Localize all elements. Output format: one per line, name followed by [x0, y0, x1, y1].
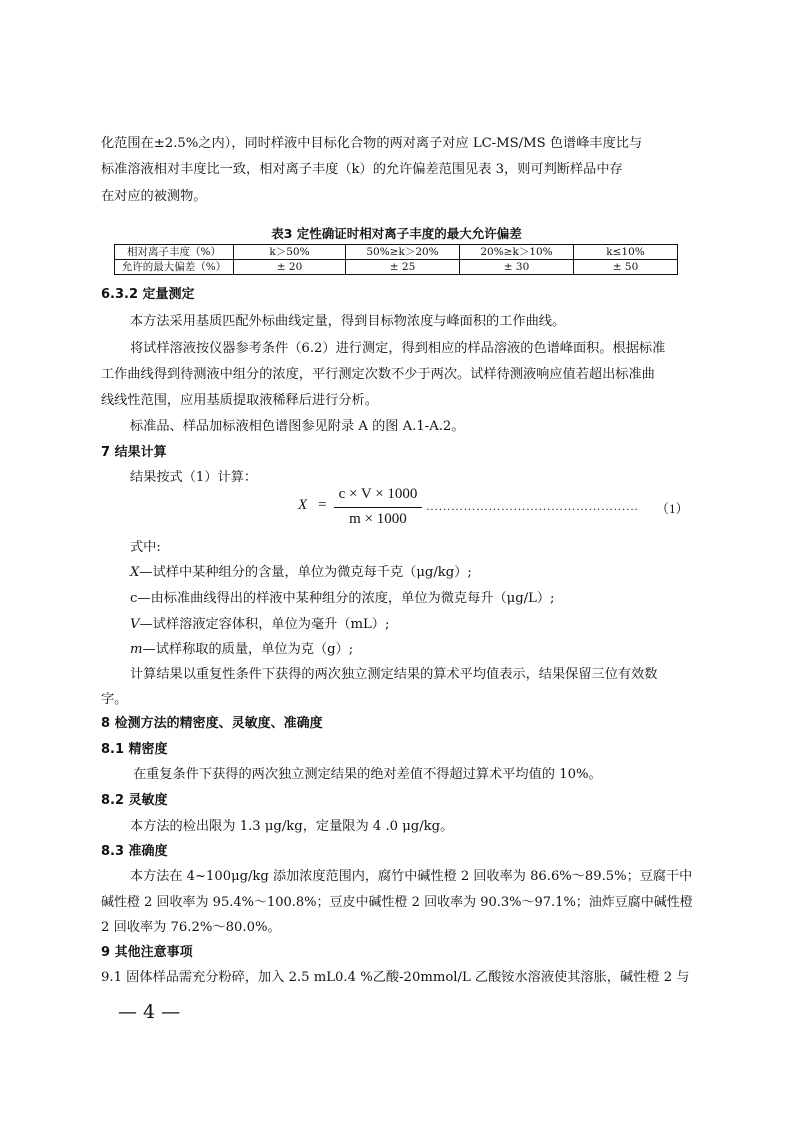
- variable-symbol: X: [130, 565, 140, 580]
- formula-numerator: c × V × 1000: [338, 486, 418, 502]
- variable-text: —试样称取的质量，单位为克（g）;: [142, 642, 354, 657]
- intro-line-3: 在对应的被测物。: [101, 189, 207, 204]
- variable-symbol: m: [130, 642, 143, 657]
- formula-1: [298, 483, 688, 529]
- table-cell: k≤10%: [574, 245, 678, 260]
- variable-text: —由标准曲线得出的样液中某种组分的浓度，单位为微克每升（μg/L）;: [137, 591, 555, 606]
- paragraph: 线线性范围，应用基质提取液稀释后进行分析。: [101, 393, 378, 408]
- paragraph: 工作曲线得到待测液中组分的浓度，平行测定次数不少于两次。试样待测液响应值若超出标准曲: [101, 367, 655, 382]
- variable-symbol: V: [130, 617, 140, 632]
- formula-denominator: m × 1000: [349, 511, 407, 527]
- paragraph: 结果按式（1）计算：: [130, 470, 258, 485]
- formula-equals: =: [318, 497, 327, 513]
- table-cell: 相对离子丰度（%）: [115, 245, 234, 260]
- table-cell: 允许的最大偏差（%）: [115, 260, 234, 275]
- section-heading-8-1: 8.1 精密度: [101, 742, 168, 757]
- paragraph: 2 回收率为 76.2%～80.0%。: [101, 920, 281, 935]
- section-heading-8-2: 8.2 灵敏度: [101, 793, 168, 808]
- paragraph: 在重复条件下获得的两次独立测定结果的绝对差值不得超过算术平均值的 10%。: [133, 767, 602, 782]
- variable-symbol: c: [130, 591, 138, 606]
- table-cell: ± 25: [346, 260, 460, 275]
- section-heading-8: 8 检测方法的精密度、灵敏度、准确度: [101, 716, 323, 731]
- where-label: 式中:: [130, 540, 161, 555]
- formula-leader-dots: ……………………………………………: [426, 499, 639, 513]
- variable-v: [130, 615, 389, 635]
- paragraph: 本方法的检出限为 1.3 μg/kg，定量限为 4 .0 μg/kg。: [130, 819, 454, 834]
- table-row: [115, 260, 678, 275]
- table-cell: 50%≥k＞20%: [346, 245, 460, 260]
- table-row: [115, 245, 678, 260]
- formula-lhs: X: [298, 497, 308, 513]
- page-number: — 4 —: [118, 1001, 181, 1023]
- table-cell: ± 30: [460, 260, 574, 275]
- paragraph: 标准品、样品加标液相色谱图参见附录 A 的图 A.1-A.2。: [130, 419, 465, 434]
- variable-text: —试样中某种组分的含量，单位为微克每千克（μg/kg）;: [139, 565, 472, 580]
- fraction-bar: [334, 507, 422, 508]
- variable-c: [130, 589, 554, 609]
- table-relative-ion-abundance: [114, 244, 678, 275]
- paragraph: 本方法采用基质匹配外标曲线定量，得到目标物浓度与峰面积的工作曲线。: [130, 314, 566, 329]
- section-heading-7: 7 结果计算: [101, 445, 167, 460]
- intro-line-1: 化范围在±2.5%之内），同时样液中目标化合物的两对离子对应 LC-MS/MS 色谱峰丰度比与: [101, 136, 643, 151]
- table-caption: 表3 定性确证时相对离子丰度的最大允许偏差: [271, 226, 522, 241]
- intro-line-2: 标准溶液相对丰度比一致，相对离子丰度（k）的允许偏差范围见表 3，则可判断样品中存: [101, 162, 623, 177]
- table-cell: 20%≥k＞10%: [460, 245, 574, 260]
- variable-x: [130, 563, 472, 583]
- table-cell: k＞50%: [234, 245, 346, 260]
- paragraph: 本方法在 4~100μg/kg 添加浓度范围内，腐竹中碱性橙 2 回收率为 86.6%～89.5%；豆腐干中: [130, 869, 693, 884]
- section-heading-9: 9 其他注意事项: [101, 945, 193, 960]
- table-cell: ± 50: [574, 260, 678, 275]
- paragraph: 碱性橙 2 回收率为 95.4%～100.8%；豆皮中碱性橙 2 回收率为 90.3%～97.1%；油炸豆腐中碱性橙: [101, 895, 693, 910]
- variable-m: [130, 640, 353, 660]
- paragraph: 将试样溶液按仪器参考条件（6.2）进行测定，得到相应的样品溶液的色谱峰面积。根据标准: [130, 341, 666, 356]
- section-heading-6-3-2: 6.3.2 定量测定: [101, 287, 195, 302]
- table-cell: ± 20: [234, 260, 346, 275]
- paragraph: 9.1 固体样品需充分粉碎，加入 2.5 mL0.4 %乙酸-20mmol/L 乙酸铵水溶液使其溶胀，碱性橙 2 与: [101, 970, 690, 985]
- section-heading-8-3: 8.3 准确度: [101, 844, 168, 859]
- paragraph: 计算结果以重复性条件下获得的两次独立测定结果的算术平均值表示，结果保留三位有效数: [130, 667, 658, 682]
- formula-number: （1）: [656, 501, 689, 516]
- variable-text: —试样溶液定容体积，单位为毫升（mL）;: [139, 617, 390, 632]
- paragraph: 字。: [101, 692, 128, 707]
